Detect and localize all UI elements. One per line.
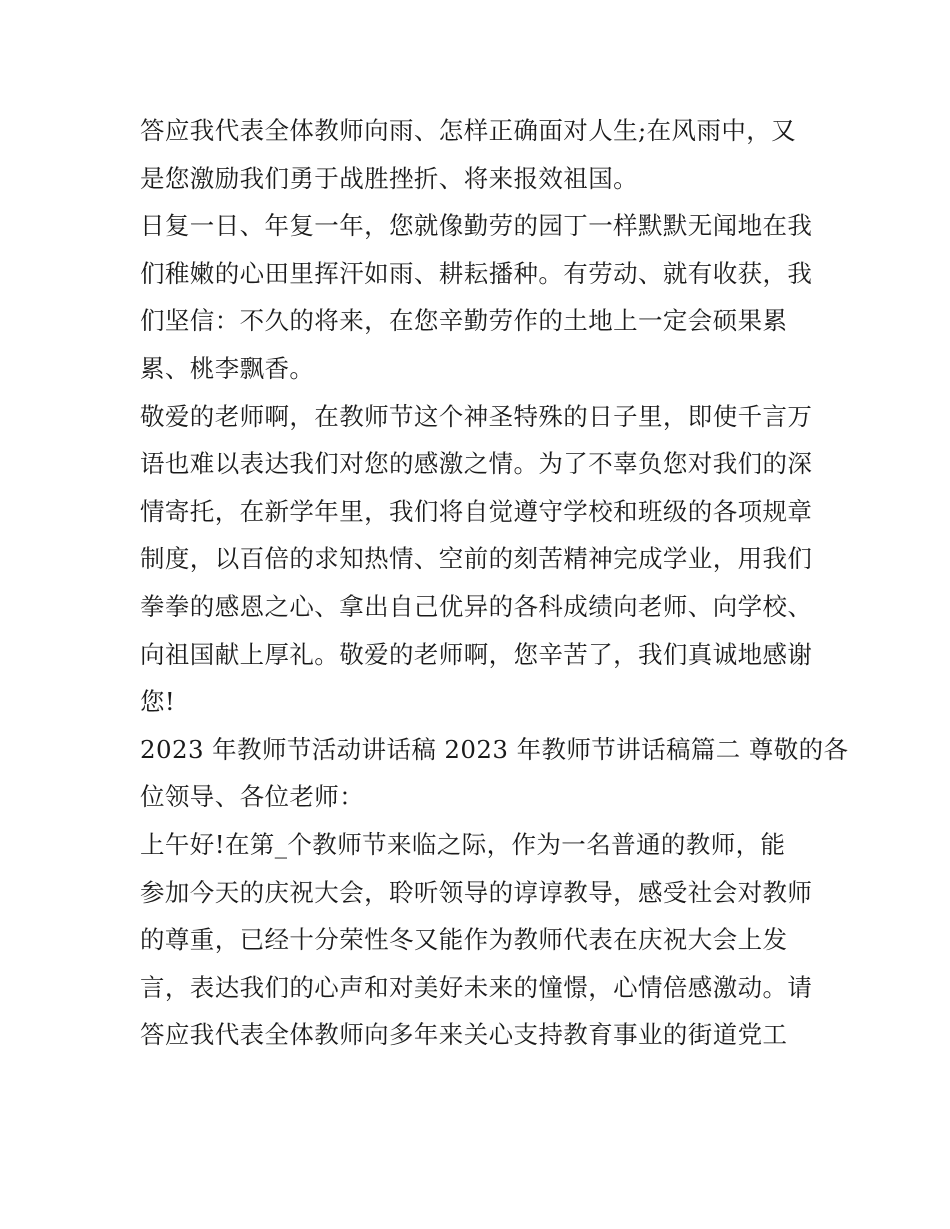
text-line: 的尊重，已经十分荣性冬又能作为教师代表在庆祝大会上发: [140, 925, 788, 955]
document-body: [140, 107, 849, 1059]
text-line: 们稚嫩的心田里挥汗如雨、耕耘播种。有劳动、就有收获，我: [140, 258, 813, 288]
text-line: 您!: [140, 687, 176, 717]
text-line: 位领导、各位老师：: [140, 782, 365, 812]
text-line: 敬爱的老师啊，在教师节这个神圣特殊的日子里，即使千言万: [140, 401, 813, 431]
text-line: 答应我代表全体教师向雨、怎样正确面对人生;在风雨中，又: [140, 116, 797, 145]
text-line: 制度，以百倍的求知热情、空前的刻苦精神完成学业，用我们: [140, 544, 813, 574]
text-line: 情寄托，在新学年里，我们将自觉遵守学校和班级的各项规章: [140, 496, 813, 526]
text-line: 上午好!在第_个教师节来临之际，作为一名普通的教师，能: [140, 829, 786, 859]
text-line: 语也难以表达我们对您的感激之情。为了不辜负您对我们的深: [140, 449, 813, 479]
text-line: 2023 年教师节活动讲话稿 2023 年教师节讲话稿篇二 尊敬的各: [140, 734, 849, 764]
text-line: 累、桃李飘香。: [140, 353, 315, 383]
text-line: 言，表达我们的心声和对美好未来的憧憬，心情倍感激动。请: [140, 972, 813, 1002]
text-line: 日复一日、年复一年，您就像勤劳的园丁一样默默无闻地在我: [140, 211, 813, 241]
text-line: 是您激励我们勇于战胜挫折、将来报效祖国。: [140, 163, 638, 193]
text-line: 向祖国献上厚礼。敬爱的老师啊，您辛苦了，我们真诚地感谢: [140, 639, 813, 669]
text-line: 们坚信：不久的将来，在您辛勤劳作的土地上一定会硕果累: [140, 306, 788, 336]
text-line: 答应我代表全体教师向多年来关心支持教育事业的街道党工: [140, 1020, 788, 1050]
text-line: 参加今天的庆祝大会，聆听领导的谆谆教导，感受社会对教师: [140, 877, 813, 907]
text-line: 拳拳的感恩之心、拿出自己优异的各科成绩向老师、向学校、: [140, 591, 813, 621]
